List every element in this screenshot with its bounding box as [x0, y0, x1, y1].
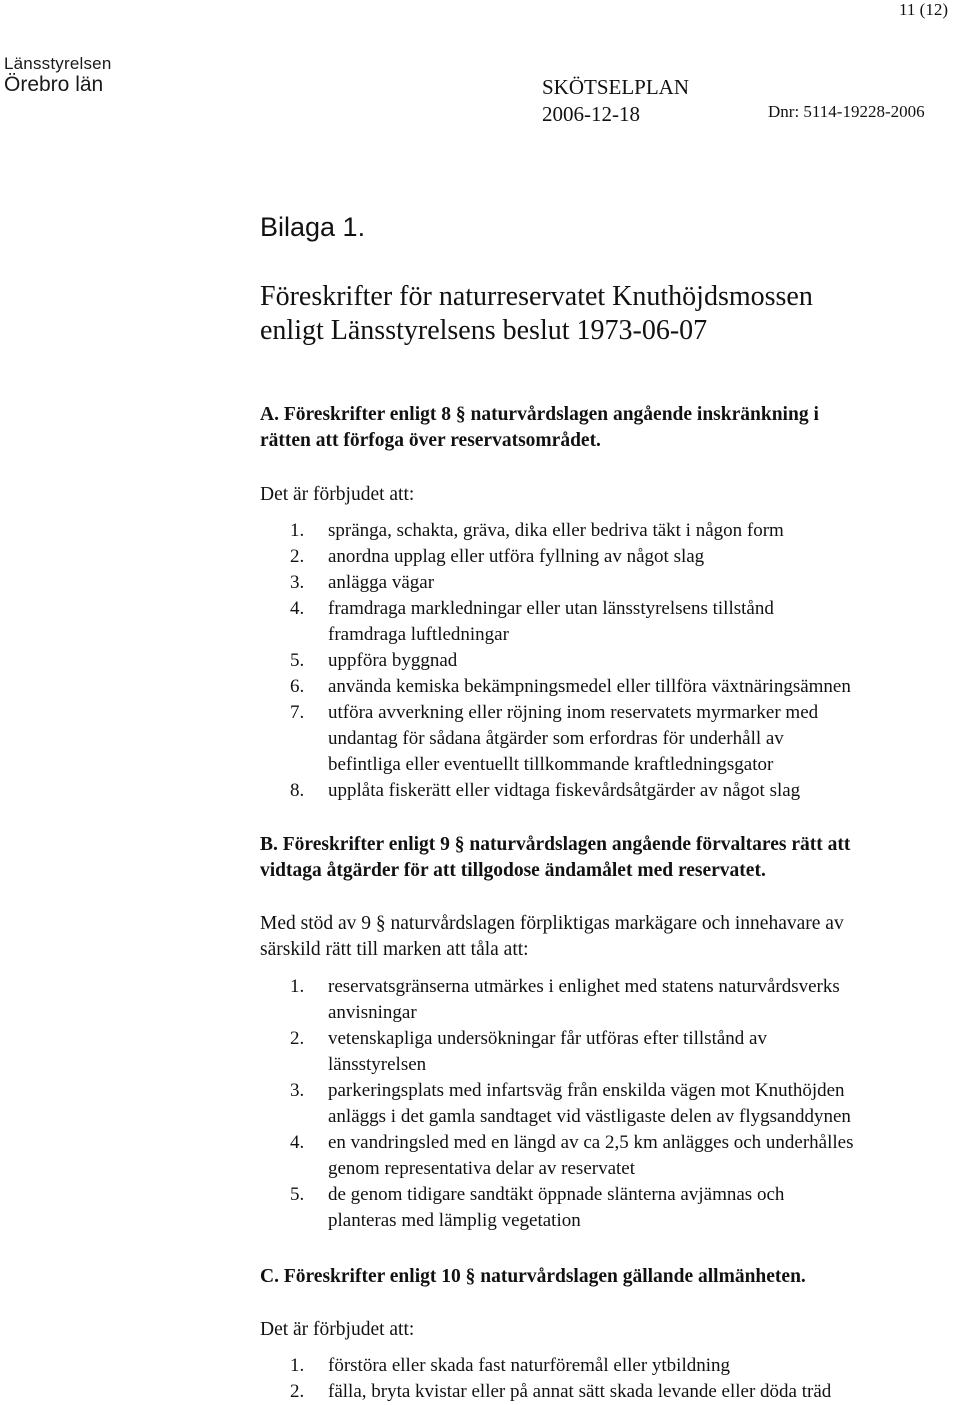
- list-item-text: upplåta fiskerätt eller vidtaga fiskevårdsåtgärder av något slag: [328, 780, 801, 801]
- section-b-intro-line-2: särskild rätt till marken att tåla att:: [260, 939, 529, 960]
- main-heading-line-1: Föreskrifter för naturreservatet Knuthöjdsmossen: [260, 281, 813, 312]
- list-item-number: 3.: [290, 1080, 305, 1101]
- list-item-number: 7.: [290, 702, 305, 723]
- list-item: [290, 1379, 831, 1405]
- list-item-text: befintliga eller eventuellt tillkommande kraftledningsgator: [328, 754, 774, 775]
- list-item: [290, 544, 851, 570]
- section-c-title: C. Föreskrifter enligt 10 § naturvårdslagen gällande allmänheten.: [260, 1266, 806, 1287]
- list-item: [290, 648, 851, 674]
- list-item: [290, 596, 851, 648]
- list-item-number: 5.: [290, 650, 305, 671]
- list-item: [290, 700, 851, 778]
- bilaga-heading: Bilaga 1.: [260, 212, 366, 242]
- list-item-number: 4.: [290, 1132, 305, 1153]
- list-item: [290, 974, 854, 1026]
- section-b-title: [260, 832, 850, 884]
- section-b-intro-line-1: Med stöd av 9 § naturvårdslagen förpliktigas markägare och innehavare av: [260, 913, 844, 934]
- section-a-title-line-2: rätten att förfoga över reservatsområdet.: [260, 430, 601, 451]
- list-item-text: framdraga markledningar eller utan länsstyrelsens tillstånd: [328, 598, 774, 619]
- section-a-title-line-1: A. Föreskrifter enligt 8 § naturvårdslagen angående inskränkning i: [260, 404, 819, 425]
- list-item: [290, 778, 851, 804]
- list-item-text: anlägga vägar: [328, 572, 435, 593]
- list-item-text: vetenskapliga undersökningar får utföras efter tillstånd av: [328, 1028, 767, 1049]
- list-item-text: utföra avverkning eller röjning inom reservatets myrmarker med: [328, 702, 819, 723]
- list-item-text: anordna upplag eller utföra fyllning av något slag: [328, 546, 705, 567]
- list-item-number: 1.: [290, 520, 305, 541]
- list-item-number: 2.: [290, 1381, 305, 1402]
- list-item-text: de genom tidigare sandtäkt öppnade slänterna avjämnas och: [328, 1184, 785, 1205]
- list-item-number: 2.: [290, 1028, 305, 1049]
- list-item: [290, 570, 851, 596]
- section-b-intro: [260, 911, 844, 963]
- list-item: [290, 674, 851, 700]
- logo-line-1: Länsstyrelsen: [4, 54, 112, 73]
- list-item-text: fälla, bryta kvistar eller på annat sätt skada levande eller döda träd: [328, 1381, 832, 1402]
- list-item-text: undantag för sådana åtgärder som erfordras för underhåll av: [328, 728, 784, 749]
- section-b-title-line-2: vidtaga åtgärder för att tillgodose ändamålet med reservatet.: [260, 860, 766, 881]
- main-heading: [260, 280, 813, 348]
- list-item-number: 6.: [290, 676, 305, 697]
- list-item-text: använda kemiska bekämpningsmedel eller tillföra växtnäringsämnen: [328, 676, 851, 697]
- list-item-text: spränga, schakta, gräva, dika eller bedriva täkt i någon form: [328, 520, 784, 541]
- list-item: [290, 1130, 854, 1182]
- section-c-intro: Det är förbjudet att:: [260, 1319, 415, 1340]
- section-b-list: [290, 974, 854, 1234]
- list-item-number: 8.: [290, 780, 305, 801]
- list-item-text: en vandringsled med en längd av ca 2,5 km anlägges och underhålles: [328, 1132, 854, 1153]
- list-item: [290, 1026, 854, 1078]
- section-b-title-line-1: B. Föreskrifter enligt 9 § naturvårdslagen angående förvaltares rätt att: [260, 834, 851, 855]
- section-c-list: [290, 1353, 831, 1405]
- list-item-number: 2.: [290, 546, 305, 567]
- lansstyrelsen-logo: [4, 55, 112, 95]
- list-item: [290, 1353, 831, 1379]
- header-title: SKÖTSELPLAN: [542, 75, 690, 99]
- logo-line-2: Örebro län: [4, 73, 104, 96]
- section-a-intro: Det är förbjudet att:: [260, 484, 415, 505]
- list-item-text: länsstyrelsen: [328, 1054, 427, 1075]
- list-item-number: 1.: [290, 976, 305, 997]
- header-dnr: Dnr: 5114-19228-2006: [768, 102, 925, 121]
- list-item-text: uppföra byggnad: [328, 650, 458, 671]
- list-item-text: genom representativa delar av reservatet: [328, 1158, 636, 1179]
- list-item-text: anvisningar: [328, 1002, 417, 1023]
- list-item-text: parkeringsplats med infartsväg från enskilda vägen mot Knuthöjden: [328, 1080, 845, 1101]
- list-item-number: 5.: [290, 1184, 305, 1205]
- header-date: 2006-12-18: [542, 102, 640, 126]
- list-item-number: 4.: [290, 598, 305, 619]
- list-item-text: reservatsgränserna utmärkes i enlighet med statens naturvårdsverks: [328, 976, 840, 997]
- list-item-text: anläggs i det gamla sandtaget vid västligaste delen av flygsanddynen: [328, 1106, 851, 1127]
- list-item: [290, 518, 851, 544]
- list-item: [290, 1182, 854, 1234]
- list-item-text: framdraga luftledningar: [328, 624, 509, 645]
- list-item-number: 1.: [290, 1355, 305, 1376]
- page-number: 11 (12): [899, 0, 948, 19]
- list-item-number: 3.: [290, 572, 305, 593]
- section-a-list: [290, 518, 851, 804]
- list-item: [290, 1078, 854, 1130]
- main-heading-line-2: enligt Länsstyrelsens beslut 1973-06-07: [260, 315, 708, 346]
- section-a-title: [260, 402, 819, 454]
- list-item-text: planteras med lämplig vegetation: [328, 1210, 581, 1231]
- list-item-text: förstöra eller skada fast naturföremål eller ytbildning: [328, 1355, 731, 1376]
